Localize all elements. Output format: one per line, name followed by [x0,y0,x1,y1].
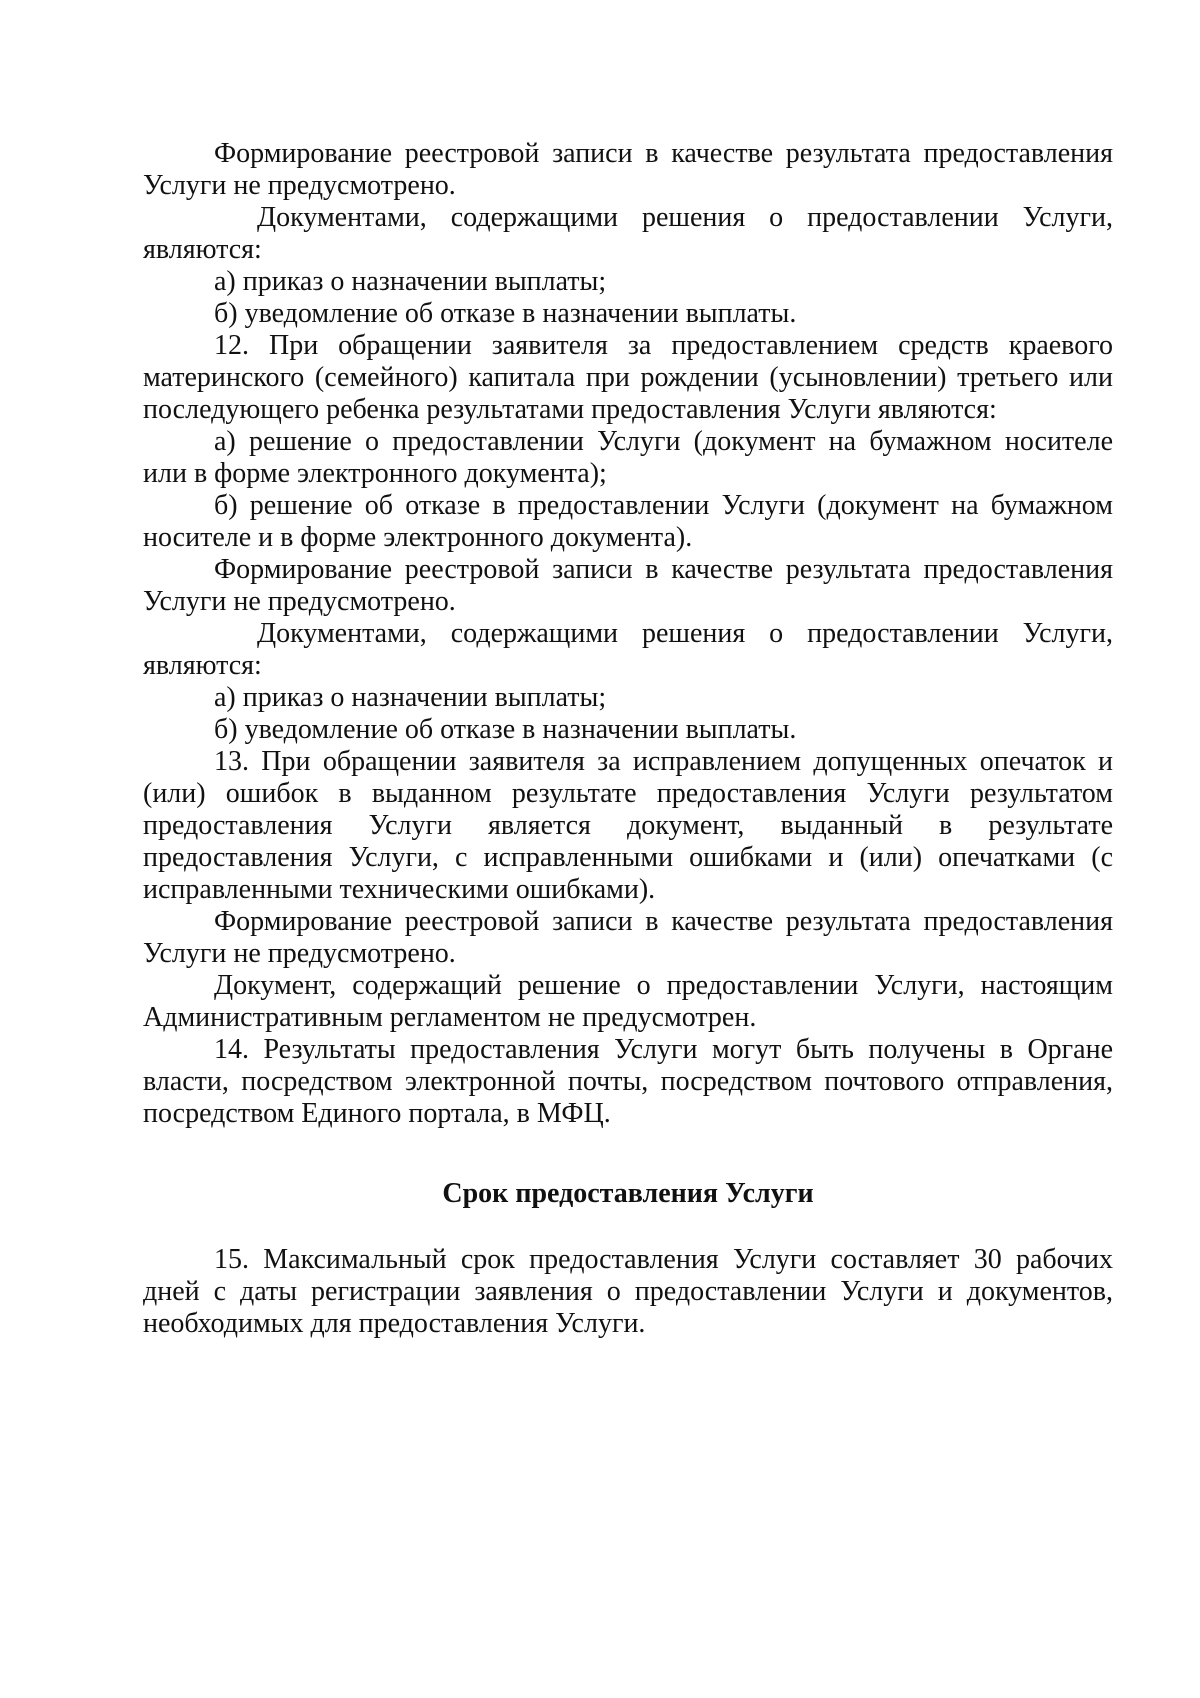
paragraph: Формирование реестровой записи в качестве результата предоставления Услуги не предусмотрено. [143,554,1113,617]
paragraph: Документ, содержащий решение о предоставлении Услуги, настоящим Административным регламентом не предусмотрен. [143,970,1113,1033]
paragraph: Формирование реестровой записи в качестве результата предоставления Услуги не предусмотрено. [143,138,1113,201]
list-item: б) решение об отказе в предоставлении Услуги (документ на бумажном носителе и в форме электронного документа). [143,490,1113,553]
paragraph: Формирование реестровой записи в качестве результата предоставления Услуги не предусмотрено. [143,906,1113,969]
list-item: б) уведомление об отказе в назначении выплаты. [214,714,797,745]
paragraph: Документами, содержащими решения о предоставлении Услуги, являются: [143,618,1113,681]
paragraph: Документами, содержащими решения о предоставлении Услуги, являются: [143,202,1113,265]
paragraph-item-15: 15. Максимальный срок предоставления Услуги составляет 30 рабочих дней с даты регистрации заявления о предоставлении Услуги и документов, необходимых для предоставления Услуги. [143,1244,1113,1339]
section-heading: Срок предоставления Услуги [442,1178,814,1209]
list-item: а) приказ о назначении выплаты; [214,266,607,297]
paragraph-item-13: 13. При обращении заявителя за исправлением допущенных опечаток и (или) ошибок в выданном результате предоставления Услуги результатом предоставления Услуги является документ, выданный в результате предоставления Услуги, с исправленными ошибками и (или) опечатками (с исправленными техническими ошибками). [143,746,1113,905]
paragraph-item-12: 12. При обращении заявителя за предоставлением средств краевого материнского (семейного) капитала при рождении (усыновлении) третьего или последующего ребенка результатами предоставления Услуги являются: [143,330,1113,425]
paragraph-item-14: 14. Результаты предоставления Услуги могут быть получены в Органе власти, посредством электронной почты, посредством почтового отправления, посредством Единого портала, в МФЦ. [143,1034,1113,1129]
list-item: а) решение о предоставлении Услуги (документ на бумажном носителе или в форме электронного документа); [143,426,1113,489]
document-body [143,138,1113,1340]
list-item: а) приказ о назначении выплаты; [214,682,607,713]
list-item: б) уведомление об отказе в назначении выплаты. [214,298,797,329]
